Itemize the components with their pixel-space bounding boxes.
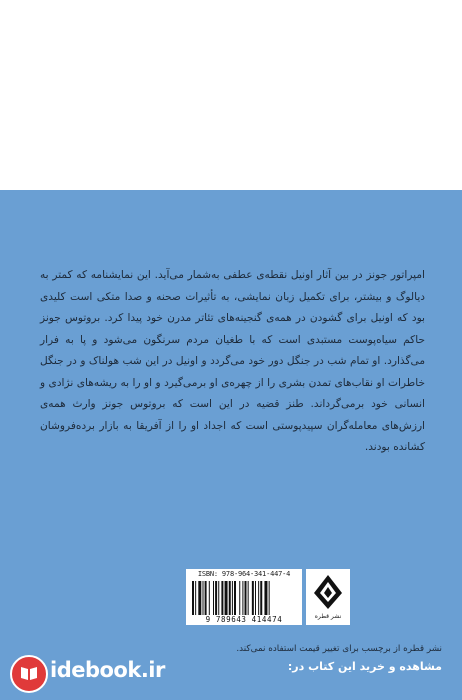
back-cover-blurb (40, 265, 425, 459)
watermark-badge (10, 655, 48, 693)
barcode-digits: 9 789643 414474 (205, 615, 283, 624)
isbn-label: ISBN: 978-964-341-447-4 (197, 570, 291, 578)
idebook-watermark[interactable] (4, 652, 184, 694)
top-white-band (0, 0, 462, 190)
watermark-text[interactable]: idebook.ir (50, 658, 165, 682)
price-note: نشر قطره از برچسب برای تغییر قیمت استفاده نمی‌کند. (236, 644, 442, 654)
isbn-barcode (186, 569, 302, 625)
book-icon (19, 663, 39, 683)
publisher-name: نشر قطره (314, 613, 342, 620)
blurb-text: امپراتور جونز در بین آثار اونیل نقطه‌ی عطفی به‌شمار می‌آید. این نمایشنامه که کمتر به دیالوگ و بیشتر، برای تکمیل زبان نمایشی، به تأثیرات صحنه و صدا متکی است کلیدی بود که اونیل برای گشودن در همه‌ی گنجینه‌های تئاتر مدرن خود پیدا کرد. بروتوس جونز حاکم سیاه‌پوست مستبدی است که با طغیان مردم سرنگون می‌شود و پا به فرار می‌گذارد. او تمام شب در جنگل دور خود می‌گردد و اونیل در این شب هولناک و در جنگل خاطرات او نقاب‌های تمدن بشری را از چهره‌ی او برمی‌گیرد و او را به ریشه‌های نژادی و انسانی خود برمی‌گرداند. طنز قضیه در این است که بروتوس جونز وارث همه‌ی ارزش‌های معامله‌گران سپیدپوستی است که اجداد او را از آفریقا به بازار برده‌فروشان کشانده بودند. (40, 269, 425, 453)
publisher-logo (306, 569, 350, 625)
barcode-icon (192, 581, 296, 615)
buy-note: مشاهده و خرید این کتاب در: (287, 660, 442, 673)
drop-logo-icon (312, 573, 344, 611)
